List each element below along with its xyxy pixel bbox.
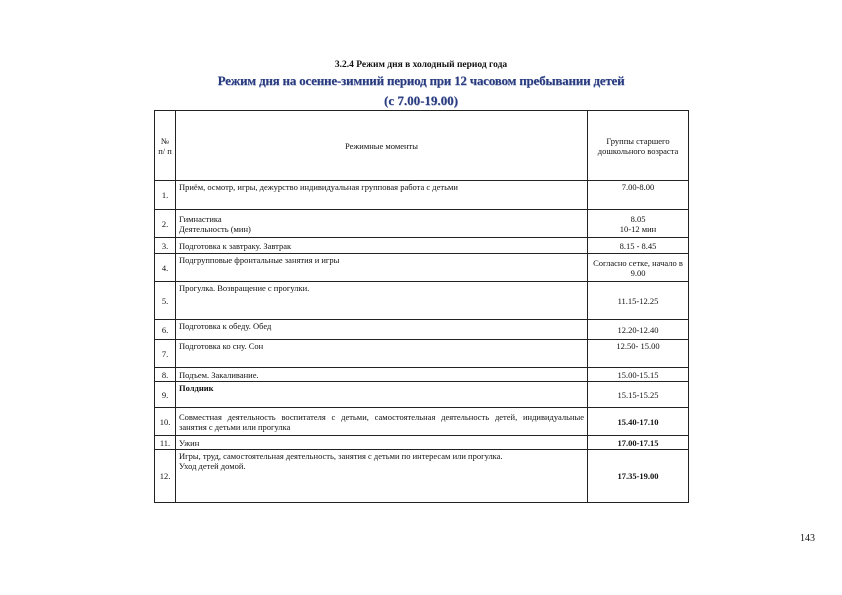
row-activity: Совместная деятельность воспитателя с детьми, самостоятельная деятельность детей, индивидуальные занятия с детьми или прогулка [176, 408, 588, 436]
header-num: № п/ п [155, 111, 176, 181]
row-num: 8. [155, 368, 176, 382]
row-activity: Подгрупповые фронтальные занятия и игры [176, 254, 588, 282]
row-activity: Подготовка к завтраку. Завтрак [176, 238, 588, 254]
table-row [155, 282, 689, 320]
row-activity: Ужин [176, 436, 588, 450]
row-time-line: 8.05 [630, 213, 646, 224]
row-num: 7. [155, 340, 176, 368]
row-activity: Подъем. Закаливание. [176, 368, 588, 382]
row-num: 6. [155, 320, 176, 340]
row-num: 2. [155, 210, 176, 238]
row-num: 1. [155, 181, 176, 210]
row-time: 17.00-17.15 [588, 436, 689, 450]
row-activity-line: Деятельность (мин) [179, 223, 251, 234]
row-time-line: 10-12 мин [619, 223, 657, 234]
row-num: 9. [155, 382, 176, 408]
row-activity: Прогулка. Возвращение с прогулки. [176, 282, 588, 320]
table-row [155, 340, 689, 368]
row-activity [176, 450, 588, 503]
schedule-time-range: (с 7.00-19.00) [383, 93, 458, 108]
table-row [155, 368, 689, 382]
table-row [155, 450, 689, 503]
row-activity [176, 210, 588, 238]
row-num: 5. [155, 282, 176, 320]
section-title: 3.2.4 Режим дня в холодный период года [334, 60, 508, 70]
row-activity: Приём, осмотр, игры, дежурство индивидуальная групповая работа с детьми [176, 181, 588, 210]
schedule-subtitle: Режим дня на осенне-зимний период при 12 часовом пребывании детей [217, 73, 625, 88]
row-activity: Полдник [176, 382, 588, 408]
table-row [155, 210, 689, 238]
row-time: 12.20-12.40 [588, 320, 689, 340]
row-activity-line: Уход детей домой. [179, 461, 246, 471]
table-header-row [155, 111, 689, 181]
row-time: 15.15-15.25 [588, 382, 689, 408]
row-time: Согласно сетке, начало в 9.00 [588, 254, 689, 282]
row-activity: Подготовка к обеду. Обед [176, 320, 588, 340]
table-row [155, 181, 689, 210]
row-time: 15.00-15.15 [588, 368, 689, 382]
header-activity: Режимные моменты [176, 111, 588, 181]
table-row [155, 254, 689, 282]
row-time: 12.50- 15.00 [588, 340, 689, 368]
page-number: 143 [800, 533, 815, 544]
row-num: 10. [155, 408, 176, 436]
daily-schedule-table [154, 110, 689, 503]
row-activity-line: Игры, труд, самостоятельная деятельность, занятия с детьми по интересам или прогулка. [179, 451, 503, 461]
row-time: 15.40-17.10 [588, 408, 689, 436]
row-time [588, 210, 689, 238]
table-row [155, 320, 689, 340]
table-row [155, 408, 689, 436]
row-time: 11.15-12.25 [588, 282, 689, 320]
row-time: 7.00-8.00 [588, 181, 689, 210]
row-activity-line: Гимнастика [179, 213, 222, 224]
row-activity: Подготовка ко сну. Сон [176, 340, 588, 368]
row-num: 4. [155, 254, 176, 282]
row-time: 8.15 - 8.45 [588, 238, 689, 254]
row-time: 17.35-19.00 [588, 450, 689, 503]
table-row [155, 238, 689, 254]
table-row [155, 436, 689, 450]
row-num: 11. [155, 436, 176, 450]
row-num: 12. [155, 450, 176, 503]
header-time: Группы старшего дошкольного возраста [588, 111, 689, 181]
row-num: 3. [155, 238, 176, 254]
table-row [155, 382, 689, 408]
